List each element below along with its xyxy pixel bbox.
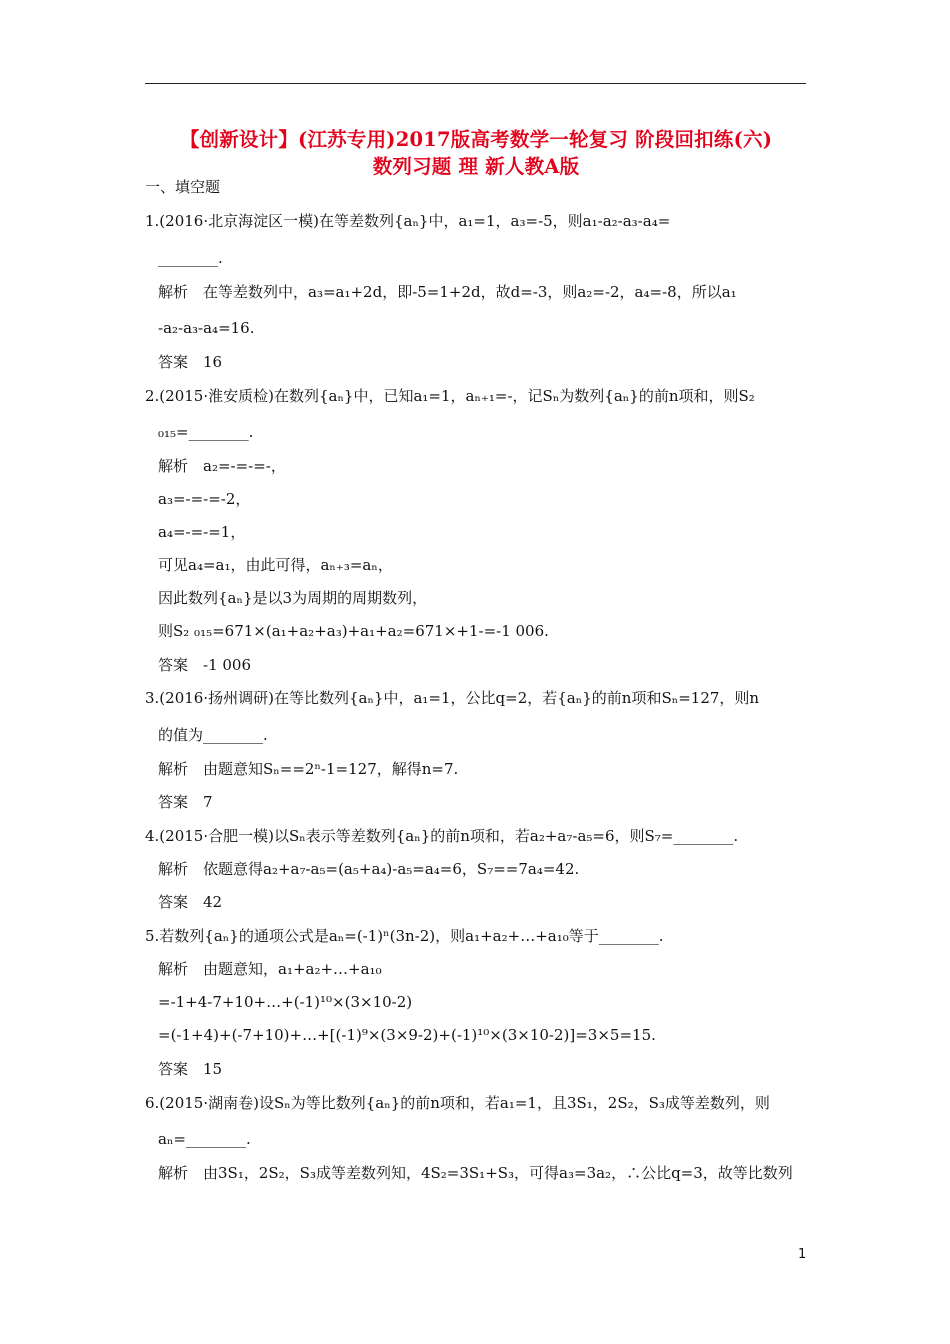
question-6-line-2: aₙ=________. [158, 1130, 251, 1148]
solution-2-line-1: 解析 a₂=-=-=-， [158, 457, 286, 475]
question-1-line-2: ________. [158, 249, 223, 267]
solution-4-line-1: 解析 依题意得a₂+a₇-a₅=(a₅+a₄)-a₅=a₄=6，S₇==7a₄=42. [158, 860, 580, 878]
question-2-line-2: ₀₁₅=________. [158, 423, 254, 441]
section-heading: 一、填空题 [145, 178, 221, 196]
solution-5-line-2: =-1+4-7+10+…+(-1)¹⁰×(3×10-2) [158, 993, 413, 1011]
solution-2-line-5: 因此数列{aₙ}是以3为周期的周期数列， [158, 589, 428, 607]
question-6-line-1: 6.(2015·湖南卷)设Sₙ为等比数列{aₙ}的前n项和，若a₁=1，且3S₁，2S₂，S₃成等差数列，则 [145, 1094, 770, 1112]
answer-4: 答案 42 [158, 893, 223, 911]
question-4-line-1: 4.(2015·合肥一模)以Sₙ表示等差数列{aₙ}的前n项和，若a₂+a₇-a₅=6，则S₇=________. [145, 827, 739, 845]
question-3-line-1: 3.(2016·扬州调研)在等比数列{aₙ}中，a₁=1，公比q=2，若{aₙ}的前n项和Sₙ=127，则n [145, 689, 760, 707]
answer-2: 答案 -1 006 [158, 656, 252, 674]
solution-3-line-1: 解析 由题意知Sₙ==2ⁿ-1=127，解得n=7. [158, 760, 459, 778]
header-rule [145, 83, 806, 84]
solution-2-line-3: a₄=-=-=1， [158, 523, 246, 541]
question-5-line-1: 5.若数列{aₙ}的通项公式是aₙ=(-1)ⁿ(3n-2)，则a₁+a₂+…+a₁₀等于________. [145, 927, 664, 945]
solution-2-line-6: 则S₂ ₀₁₅=671×(a₁+a₂+a₃)+a₁+a₂=671×+1-=-1 006. [158, 622, 549, 640]
question-1-line-1: 1.(2016·北京海淀区一模)在等差数列{aₙ}中，a₁=1，a₃=-5，则a₁-a₂-a₃-a₄= [145, 212, 671, 230]
solution-5-line-3: =(-1+4)+(-7+10)+…+[(-1)⁹×(3×9-2)+(-1)¹⁰×(3×10-2)]=3×5=15. [158, 1026, 656, 1044]
document-title-line-2: 数列习题 理 新人教A版 [372, 155, 580, 178]
answer-5: 答案 15 [158, 1060, 223, 1078]
answer-3: 答案 7 [158, 793, 213, 811]
solution-2-line-2: a₃=-=-=-2， [158, 490, 251, 508]
answer-1: 答案 16 [158, 353, 223, 371]
solution-5-line-1: 解析 由题意知，a₁+a₂+…+a₁₀ [158, 960, 382, 978]
document-title-line-1: 【创新设计】(江苏专用)2017版高考数学一轮复习 阶段回扣练(六) [179, 128, 773, 151]
solution-1-line-1: 解析 在等差数列中，a₃=a₁+2d，即-5=1+2d，故d=-3，则a₂=-2，a₄=-8，所以a₁ [158, 283, 737, 301]
solution-2-line-4: 可见a₄=a₁，由此可得，aₙ₊₃=aₙ， [158, 556, 393, 574]
solution-6-line-1: 解析 由3S₁，2S₂，S₃成等差数列知，4S₂=3S₁+S₃，可得a₃=3a₂，∴公比q=3，故等比数列 [158, 1164, 793, 1182]
question-2-line-1: 2.(2015·淮安质检)在数列{aₙ}中，已知a₁=1，aₙ₊₁=-，记Sₙ为数列{aₙ}的前n项和，则S₂ [145, 387, 755, 405]
question-3-line-2: 的值为________. [158, 726, 268, 744]
page-number: 1 [798, 1247, 807, 1262]
solution-1-line-2: -a₂-a₃-a₄=16. [158, 319, 255, 337]
